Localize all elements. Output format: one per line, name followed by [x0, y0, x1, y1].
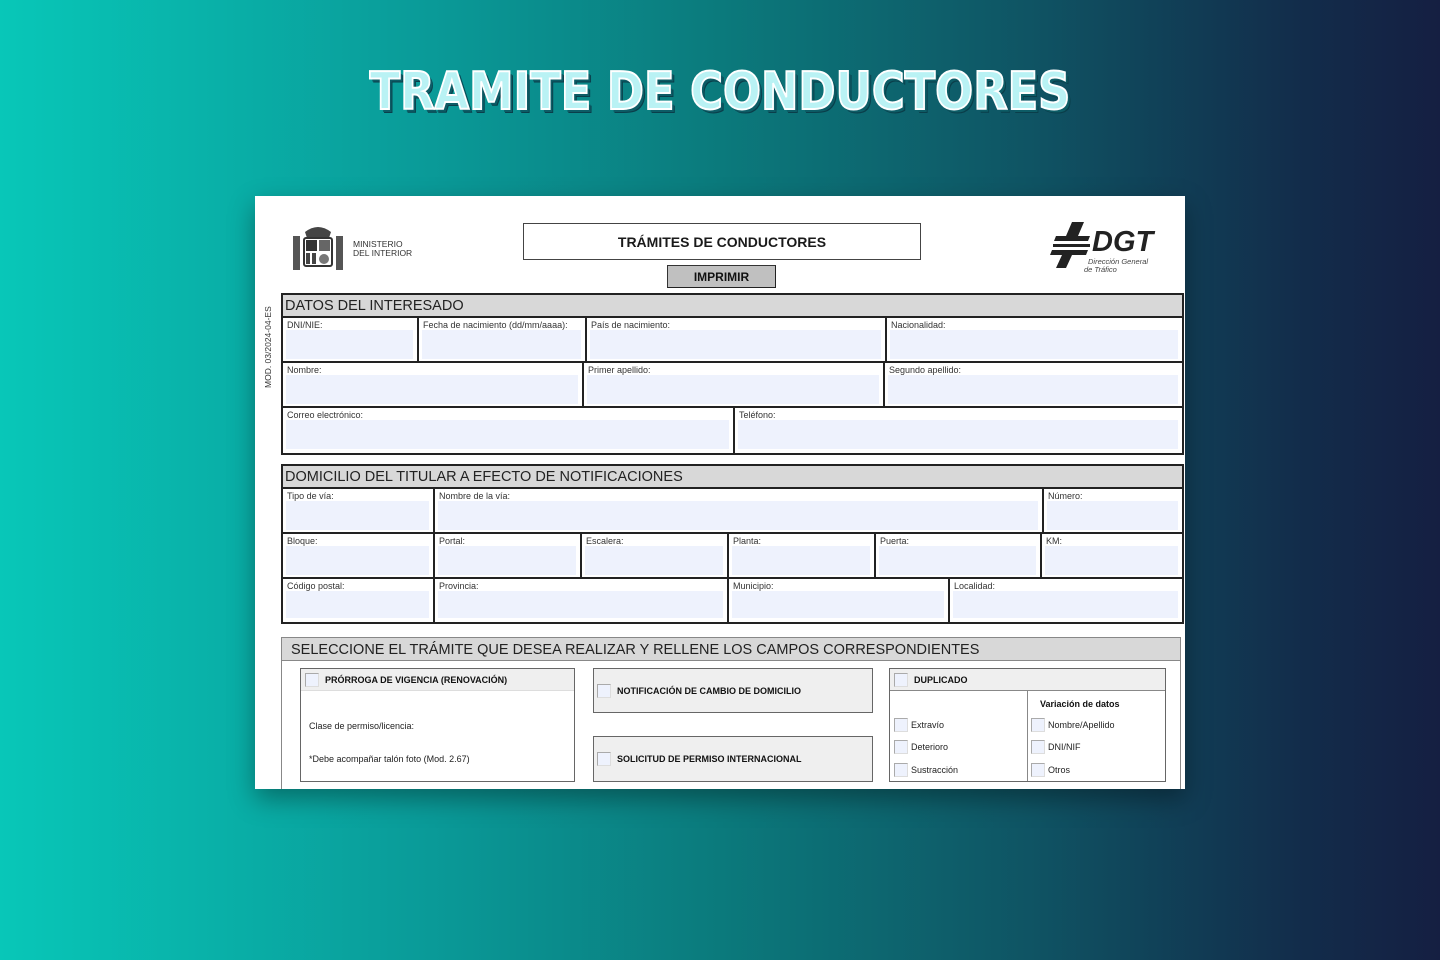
- field-numero: [1044, 489, 1182, 532]
- permiso-internacional-checkbox[interactable]: [597, 752, 611, 766]
- section-domicilio: [281, 464, 1184, 624]
- section-header: SELECCIONE EL TRÁMITE QUE DESEA REALIZAR Y RELLENE LOS CAMPOS CORRESPONDIENTES: [282, 638, 1180, 661]
- field-label: Correo electrónico:: [287, 410, 364, 420]
- locality-input[interactable]: [953, 591, 1178, 618]
- deterioro-checkbox[interactable]: [894, 740, 908, 754]
- field-fecha: [419, 318, 587, 361]
- km-input[interactable]: [1045, 546, 1178, 575]
- dni-nif-label: DNI/NIF: [1048, 742, 1081, 752]
- sustraccion-label: Sustracción: [911, 765, 959, 775]
- field-label: País de nacimiento:: [591, 320, 671, 330]
- field-km: [1042, 534, 1182, 577]
- field-label: Portal:: [439, 536, 466, 546]
- field-tipo-via: [283, 489, 435, 532]
- model-code: MOD. 03/2024-04-ES: [263, 306, 273, 388]
- sustraccion-checkbox[interactable]: [894, 763, 908, 777]
- field-label: Tipo de vía:: [287, 491, 334, 501]
- field-label: KM:: [1046, 536, 1063, 546]
- block-input[interactable]: [286, 546, 429, 575]
- birth-country-input[interactable]: [590, 330, 881, 359]
- field-label: Bloque:: [287, 536, 318, 546]
- field-bloque: [283, 534, 435, 577]
- extravio-label: Extravío: [911, 720, 945, 730]
- field-label: Primer apellido:: [588, 365, 651, 375]
- field-label: Nombre:: [287, 365, 322, 375]
- field-nombre-via: [435, 489, 1044, 532]
- field-escalera: [582, 534, 729, 577]
- field-label: Teléfono:: [739, 410, 776, 420]
- nombre-apellido-label: Nombre/Apellido: [1048, 720, 1115, 730]
- field-localidad: [950, 579, 1182, 622]
- field-label: Nacionalidad:: [891, 320, 946, 330]
- form-title: TRÁMITES DE CONDUCTORES: [523, 223, 921, 260]
- talon-foto-note: *Debe acompañar talón foto (Mod. 2.67): [309, 754, 470, 764]
- birthdate-input[interactable]: [422, 330, 581, 359]
- field-provincia: [435, 579, 729, 622]
- coat-of-arms-icon: [291, 222, 345, 276]
- field-label: Escalera:: [586, 536, 624, 546]
- cambio-domicilio-box: [593, 668, 873, 713]
- street-name-input[interactable]: [438, 501, 1038, 530]
- page-title: TRAMITE DE CONDUCTORES: [369, 62, 1071, 122]
- field-label: Municipio:: [733, 581, 774, 591]
- permiso-internacional-box: [593, 736, 873, 782]
- prorroga-checkbox[interactable]: [305, 673, 319, 687]
- field-label: Segundo apellido:: [889, 365, 962, 375]
- field-label: Número:: [1048, 491, 1083, 501]
- section-header: DATOS DEL INTERESADO: [283, 295, 1182, 318]
- field-nombre: [283, 363, 584, 406]
- clase-permiso-label: Clase de permiso/licencia:: [309, 721, 415, 731]
- stair-input[interactable]: [585, 546, 723, 575]
- dgt-line1: Dirección General: [1088, 257, 1149, 266]
- duplicado-checkbox[interactable]: [894, 673, 908, 687]
- postal-code-input[interactable]: [286, 591, 429, 618]
- field-label: Fecha de nacimiento (dd/mm/aaaa):: [423, 320, 568, 330]
- municipality-input[interactable]: [732, 591, 944, 618]
- field-label: DNI/NIE:: [287, 320, 323, 330]
- portal-input[interactable]: [438, 546, 576, 575]
- field-label: Planta:: [733, 536, 762, 546]
- ministry-logo: [291, 222, 412, 276]
- prorroga-box: [300, 668, 575, 782]
- section-interesado: [281, 293, 1184, 455]
- field-puerta: [876, 534, 1042, 577]
- print-button[interactable]: IMPRIMIR: [667, 265, 776, 288]
- dgt-line2: de Tráfico: [1084, 265, 1117, 274]
- field-municipio: [729, 579, 950, 622]
- section-header: DOMICILIO DEL TITULAR A EFECTO DE NOTIFICACIONES: [283, 466, 1182, 489]
- dgt-logo: [1050, 220, 1165, 280]
- otros-checkbox[interactable]: [1031, 763, 1045, 777]
- field-label: Puerta:: [880, 536, 910, 546]
- field-portal: [435, 534, 582, 577]
- field-label: Código postal:: [287, 581, 345, 591]
- door-input[interactable]: [879, 546, 1036, 575]
- floor-input[interactable]: [732, 546, 870, 575]
- variacion-datos-title: Variación de datos: [1040, 699, 1120, 709]
- form-document: [255, 196, 1185, 789]
- phone-input[interactable]: [738, 420, 1178, 449]
- duplicado-label: DUPLICADO: [914, 674, 968, 685]
- second-surname-input[interactable]: [888, 375, 1178, 404]
- cambio-domicilio-label: NOTIFICACIÓN DE CAMBIO DE DOMICILIO: [617, 685, 801, 696]
- permiso-internacional-label: SOLICITUD DE PERMISO INTERNACIONAL: [617, 754, 802, 764]
- province-input[interactable]: [438, 591, 723, 618]
- otros-label: Otros: [1048, 765, 1071, 775]
- field-planta: [729, 534, 876, 577]
- field-telefono: [735, 408, 1182, 453]
- field-label: Localidad:: [954, 581, 996, 591]
- nationality-input[interactable]: [890, 330, 1178, 359]
- ministry-line2: DEL INTERIOR: [353, 248, 413, 258]
- field-apellido1: [584, 363, 885, 406]
- ministry-line1: MINISTERIO: [353, 239, 403, 249]
- field-correo: [283, 408, 735, 453]
- field-pais: [587, 318, 887, 361]
- field-nacionalidad: [887, 318, 1182, 361]
- cambio-domicilio-checkbox[interactable]: [597, 684, 611, 698]
- email-input[interactable]: [286, 420, 729, 449]
- first-surname-input[interactable]: [587, 375, 879, 404]
- street-type-input[interactable]: [286, 501, 429, 530]
- dni-input[interactable]: [286, 330, 413, 359]
- field-label: Provincia:: [439, 581, 479, 591]
- duplicado-box: [889, 668, 1166, 782]
- extravio-checkbox[interactable]: [894, 718, 908, 732]
- field-label: Nombre de la vía:: [439, 491, 511, 501]
- dgt-wordmark: DGT: [1092, 226, 1154, 258]
- field-cp: [283, 579, 435, 622]
- dni-nif-checkbox[interactable]: [1031, 740, 1045, 754]
- prorroga-label: PRÓRROGA DE VIGENCIA (RENOVACIÓN): [325, 674, 508, 685]
- nombre-apellido-checkbox[interactable]: [1031, 718, 1045, 732]
- field-dni: [283, 318, 419, 361]
- deterioro-label: Deterioro: [911, 742, 949, 752]
- number-input[interactable]: [1047, 501, 1178, 530]
- name-input[interactable]: [286, 375, 578, 404]
- section-tramite: [281, 637, 1181, 789]
- field-apellido2: [885, 363, 1182, 406]
